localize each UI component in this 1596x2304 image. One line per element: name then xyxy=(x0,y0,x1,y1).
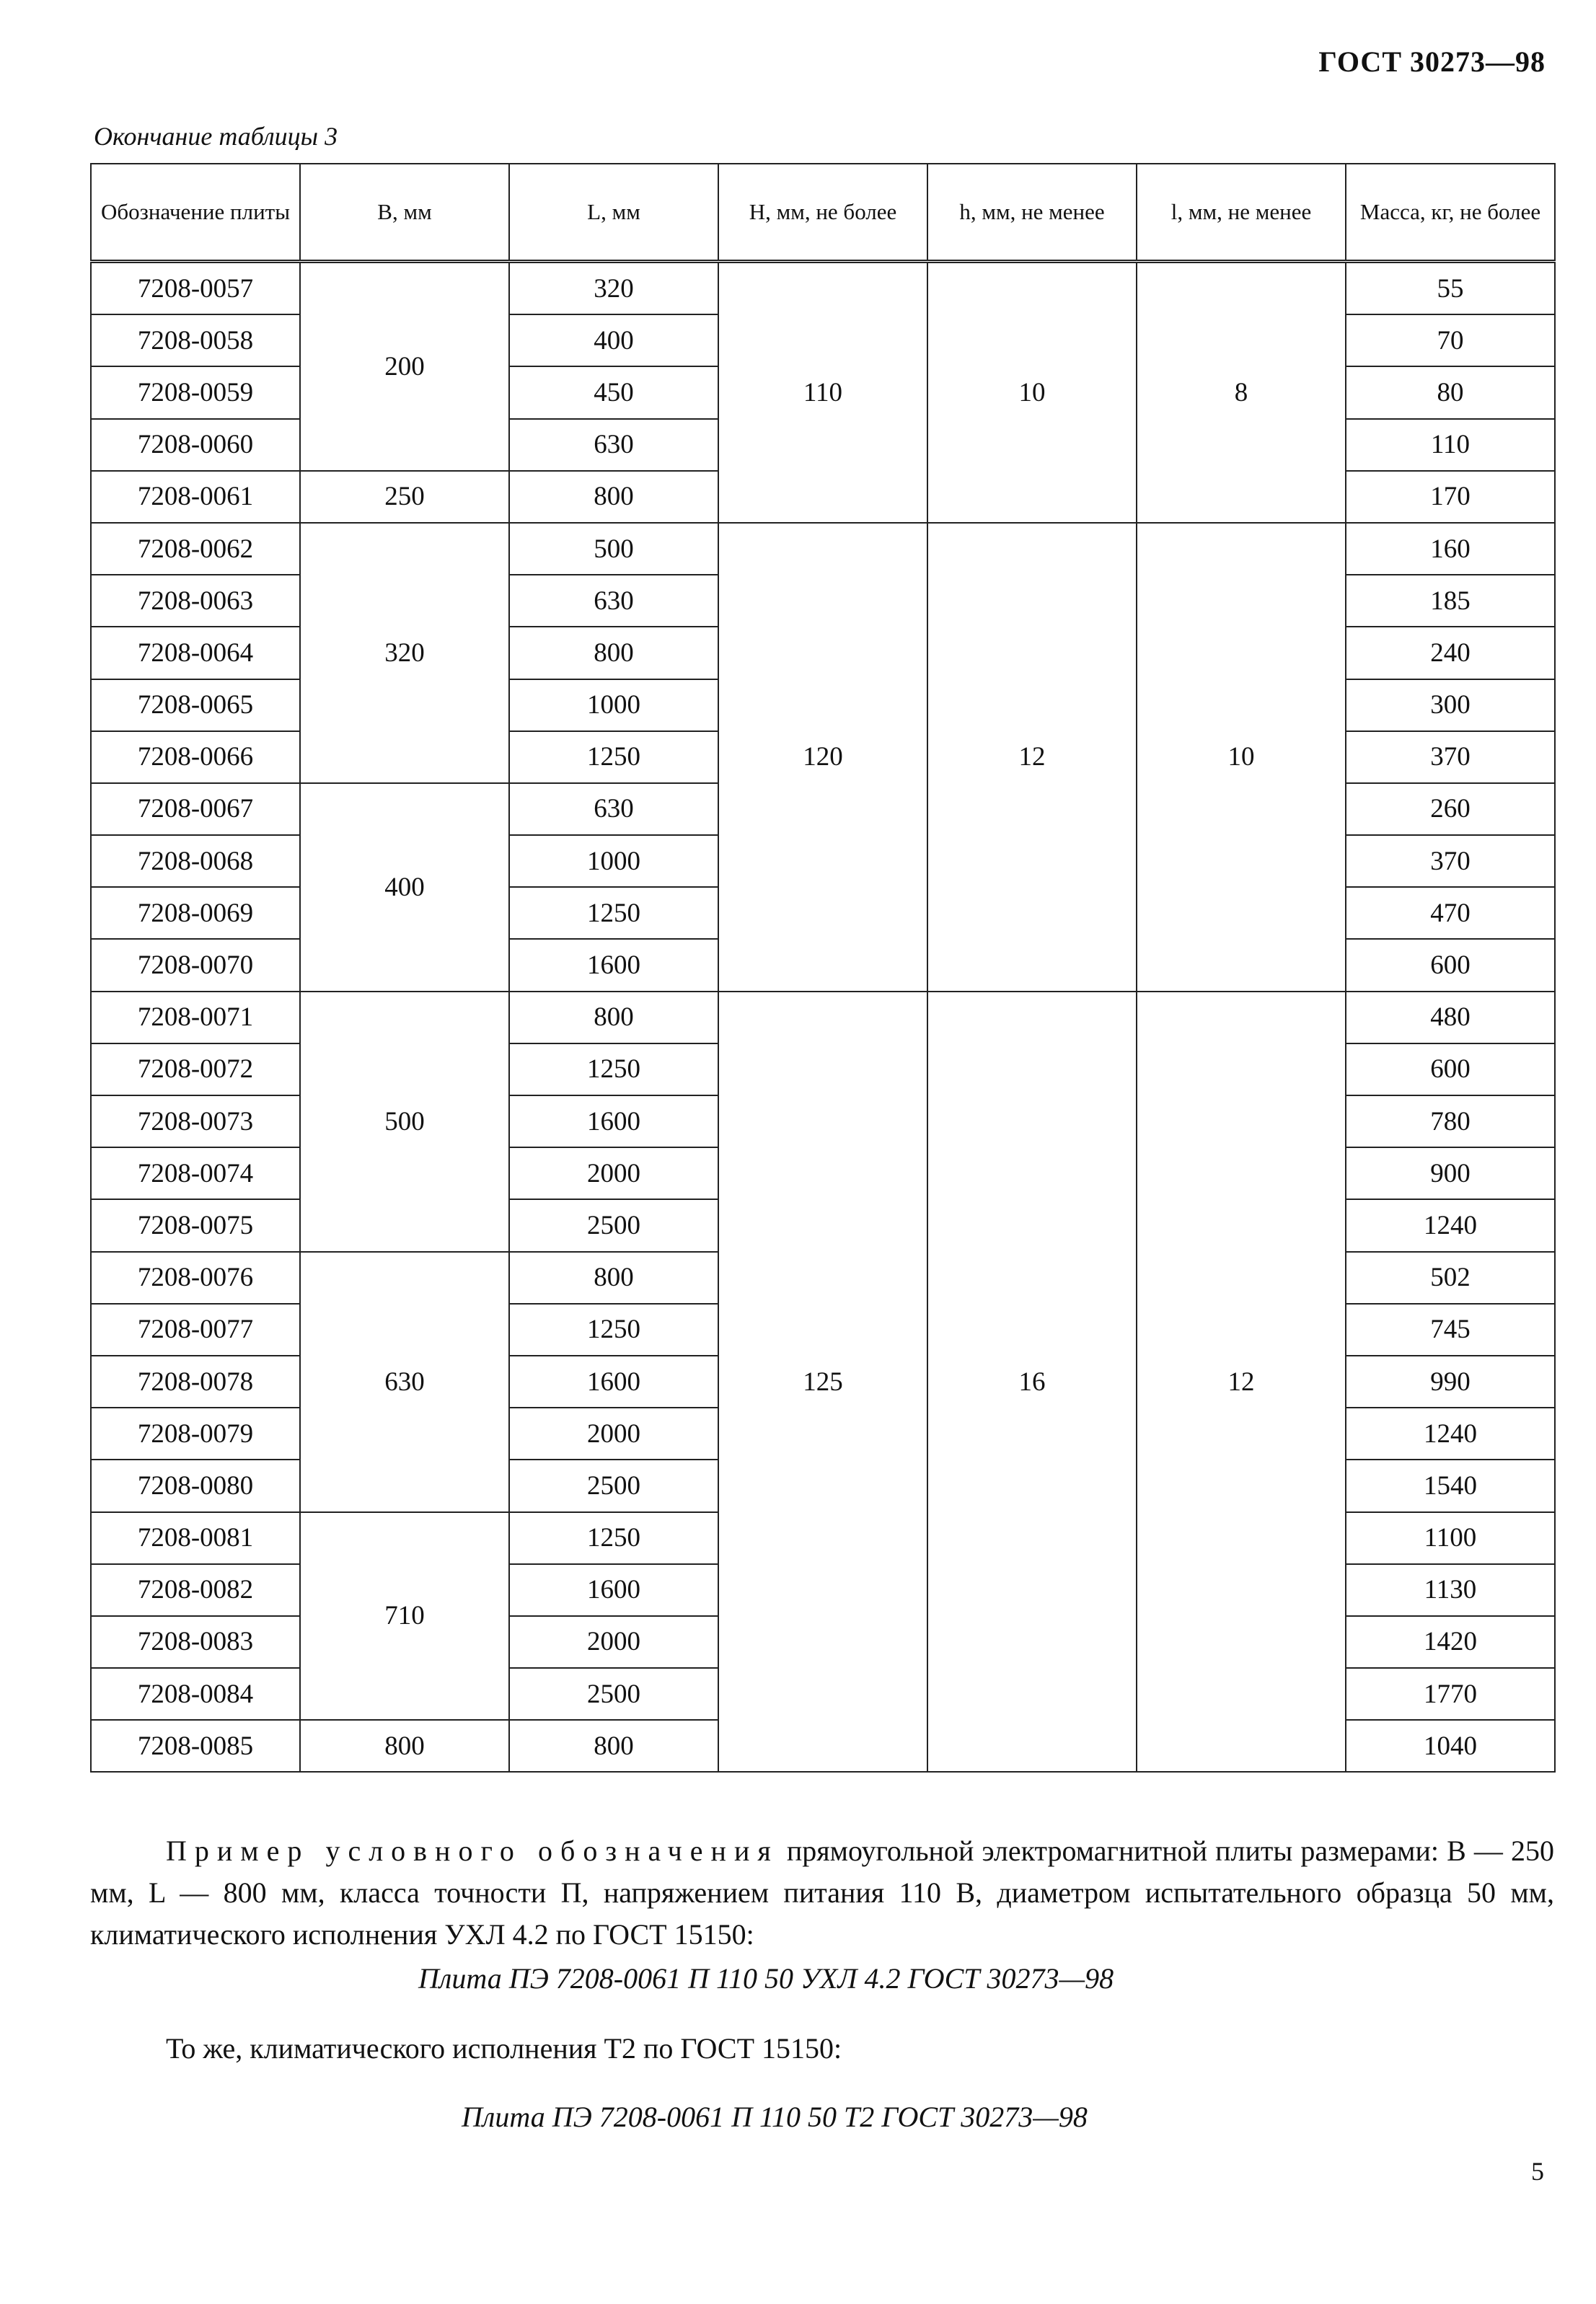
cell-l: 2000 xyxy=(509,1147,718,1199)
cell-mass: 470 xyxy=(1346,887,1555,939)
header-l-small: l, мм, не менее xyxy=(1137,164,1346,262)
cell-b: 500 xyxy=(300,992,509,1252)
cell-mass: 600 xyxy=(1346,939,1555,991)
cell-l: 1600 xyxy=(509,1564,718,1616)
cell-l: 1250 xyxy=(509,887,718,939)
cell-mass: 502 xyxy=(1346,1252,1555,1304)
cell-designation: 7208-0075 xyxy=(91,1199,300,1251)
cell-l: 800 xyxy=(509,471,718,523)
cell-designation: 7208-0078 xyxy=(91,1356,300,1408)
cell-designation: 7208-0081 xyxy=(91,1512,300,1564)
cell-h: 110 xyxy=(718,262,927,523)
cell-l: 1250 xyxy=(509,1512,718,1564)
cell-mass: 1420 xyxy=(1346,1616,1555,1668)
header-h-small: h, мм, не менее xyxy=(927,164,1137,262)
cell-mass: 1770 xyxy=(1346,1668,1555,1720)
document-code: ГОСТ 30273—98 xyxy=(1318,45,1546,78)
example-lead: Пример условного обозначения xyxy=(166,1835,779,1867)
cell-mass: 55 xyxy=(1346,262,1555,315)
cell-h: 125 xyxy=(718,992,927,1773)
cell-designation: 7208-0071 xyxy=(91,992,300,1043)
table-row xyxy=(91,262,1555,315)
cell-h-small: 10 xyxy=(927,262,1137,523)
cell-designation: 7208-0069 xyxy=(91,887,300,939)
cell-designation: 7208-0062 xyxy=(91,523,300,575)
cell-mass: 160 xyxy=(1346,523,1555,575)
cell-l: 800 xyxy=(509,1720,718,1772)
cell-b: 800 xyxy=(300,1720,509,1772)
cell-mass: 1240 xyxy=(1346,1408,1555,1460)
cell-l: 800 xyxy=(509,627,718,679)
example-text: прямоугольной электромагнитной плиты размерами: B — 250 мм, L — 800 мм, класса точности П, напряжением питания 110 В, диаметром испытательного образца 50 мм, климатического исполнения УХЛ 4.2 по ГОСТ 15150: xyxy=(90,1835,1554,1951)
cell-l: 1600 xyxy=(509,1095,718,1147)
cell-b: 630 xyxy=(300,1252,509,1512)
cell-designation: 7208-0058 xyxy=(91,314,300,366)
cell-mass: 480 xyxy=(1346,992,1555,1043)
cell-b: 710 xyxy=(300,1512,509,1721)
same-paragraph: То же, климатического исполнения Т2 по ГОСТ 15150: xyxy=(166,2032,842,2065)
cell-l: 450 xyxy=(509,366,718,418)
cell-mass: 745 xyxy=(1346,1304,1555,1356)
cell-l: 400 xyxy=(509,314,718,366)
specs-table xyxy=(90,163,1556,1773)
cell-b: 320 xyxy=(300,523,509,783)
cell-mass: 990 xyxy=(1346,1356,1555,1408)
cell-mass: 1040 xyxy=(1346,1720,1555,1772)
cell-mass: 170 xyxy=(1346,471,1555,523)
cell-designation: 7208-0072 xyxy=(91,1043,300,1095)
cell-designation: 7208-0079 xyxy=(91,1408,300,1460)
cell-mass: 240 xyxy=(1346,627,1555,679)
cell-designation: 7208-0066 xyxy=(91,731,300,783)
header-b: B, мм xyxy=(300,164,509,262)
cell-designation: 7208-0063 xyxy=(91,575,300,627)
page-number: 5 xyxy=(1531,2157,1544,2186)
cell-l: 1250 xyxy=(509,731,718,783)
cell-designation: 7208-0065 xyxy=(91,679,300,731)
cell-designation: 7208-0083 xyxy=(91,1616,300,1668)
cell-mass: 110 xyxy=(1346,419,1555,471)
cell-h: 120 xyxy=(718,523,927,992)
header-designation: Обозначение плиты xyxy=(91,164,300,262)
cell-designation: 7208-0070 xyxy=(91,939,300,991)
cell-l-small: 8 xyxy=(1137,262,1346,523)
cell-l: 2500 xyxy=(509,1460,718,1511)
example-formula-1: Плита ПЭ 7208-0061 П 110 50 УХЛ 4.2 ГОСТ 30273—98 xyxy=(418,1962,1114,1995)
cell-designation: 7208-0059 xyxy=(91,366,300,418)
cell-l: 630 xyxy=(509,783,718,835)
cell-designation: 7208-0064 xyxy=(91,627,300,679)
header-h-height: H, мм, не более xyxy=(718,164,927,262)
cell-mass: 300 xyxy=(1346,679,1555,731)
cell-designation: 7208-0061 xyxy=(91,471,300,523)
example-paragraph xyxy=(90,1830,1554,1956)
cell-mass: 1100 xyxy=(1346,1512,1555,1564)
cell-l: 1250 xyxy=(509,1043,718,1095)
cell-l: 1600 xyxy=(509,1356,718,1408)
cell-mass: 185 xyxy=(1346,575,1555,627)
table-row xyxy=(91,523,1555,575)
cell-mass: 260 xyxy=(1346,783,1555,835)
cell-l: 320 xyxy=(509,262,718,315)
cell-mass: 370 xyxy=(1346,731,1555,783)
cell-mass: 900 xyxy=(1346,1147,1555,1199)
table-row xyxy=(91,992,1555,1043)
cell-mass: 80 xyxy=(1346,366,1555,418)
cell-l: 630 xyxy=(509,419,718,471)
cell-h-small: 16 xyxy=(927,992,1137,1773)
cell-mass: 780 xyxy=(1346,1095,1555,1147)
table-header-row xyxy=(91,164,1555,262)
cell-l: 2000 xyxy=(509,1408,718,1460)
cell-l-small: 12 xyxy=(1137,992,1346,1773)
cell-designation: 7208-0085 xyxy=(91,1720,300,1772)
cell-l-small: 10 xyxy=(1137,523,1346,992)
cell-l: 500 xyxy=(509,523,718,575)
cell-designation: 7208-0084 xyxy=(91,1668,300,1720)
cell-mass: 1130 xyxy=(1346,1564,1555,1616)
cell-designation: 7208-0080 xyxy=(91,1460,300,1511)
cell-h-small: 12 xyxy=(927,523,1137,992)
cell-b: 250 xyxy=(300,471,509,523)
cell-l: 2500 xyxy=(509,1668,718,1720)
cell-b: 200 xyxy=(300,262,509,471)
cell-designation: 7208-0082 xyxy=(91,1564,300,1616)
cell-l: 2500 xyxy=(509,1199,718,1251)
cell-l: 1000 xyxy=(509,835,718,887)
header-l-length: L, мм xyxy=(509,164,718,262)
cell-mass: 1240 xyxy=(1346,1199,1555,1251)
cell-l: 800 xyxy=(509,1252,718,1304)
cell-designation: 7208-0068 xyxy=(91,835,300,887)
cell-designation: 7208-0074 xyxy=(91,1147,300,1199)
cell-mass: 370 xyxy=(1346,835,1555,887)
cell-mass: 70 xyxy=(1346,314,1555,366)
cell-l: 2000 xyxy=(509,1616,718,1668)
cell-designation: 7208-0077 xyxy=(91,1304,300,1356)
table-3-continuation xyxy=(90,163,1556,1773)
cell-l: 1600 xyxy=(509,939,718,991)
cell-l: 800 xyxy=(509,992,718,1043)
cell-designation: 7208-0076 xyxy=(91,1252,300,1304)
cell-mass: 1540 xyxy=(1346,1460,1555,1511)
header-mass: Масса, кг, не более xyxy=(1346,164,1555,262)
cell-designation: 7208-0057 xyxy=(91,262,300,315)
table-caption: Окончание таблицы 3 xyxy=(94,122,338,151)
cell-mass: 600 xyxy=(1346,1043,1555,1095)
example-formula-2: Плита ПЭ 7208-0061 П 110 50 Т2 ГОСТ 30273—98 xyxy=(462,2101,1088,2133)
cell-designation: 7208-0073 xyxy=(91,1095,300,1147)
cell-b: 400 xyxy=(300,783,509,992)
cell-designation: 7208-0067 xyxy=(91,783,300,835)
cell-l: 630 xyxy=(509,575,718,627)
table-body xyxy=(91,262,1555,1773)
cell-designation: 7208-0060 xyxy=(91,419,300,471)
cell-l: 1250 xyxy=(509,1304,718,1356)
cell-l: 1000 xyxy=(509,679,718,731)
